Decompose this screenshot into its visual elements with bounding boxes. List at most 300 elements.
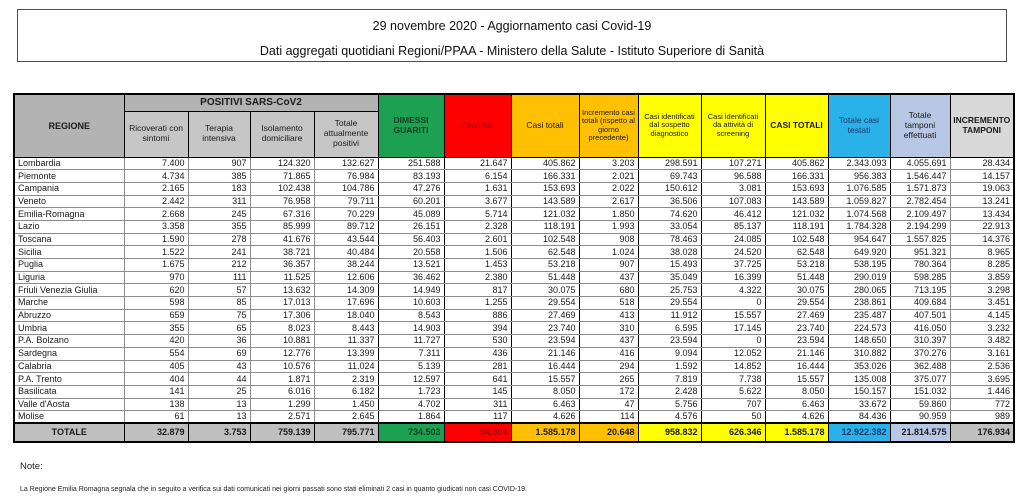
note-title: Note: (20, 461, 43, 472)
cell-casi-totali: 405.862 (511, 157, 579, 170)
cell-dimessi-guariti: 60.201 (378, 195, 444, 208)
cell-ricoverati-con-sintomi: 659 (124, 309, 188, 322)
cell-casi-totali-2: 27.469 (765, 309, 828, 322)
region-name: Marche (14, 297, 124, 310)
col-header-ricoverati-con-sintomi: Ricoverati con sintomi (124, 111, 188, 157)
cell-deceduti: 2.601 (444, 233, 511, 246)
cell-deceduti: 54.904 (444, 423, 511, 442)
cell-incremento-tamponi: 22.913 (950, 220, 1014, 233)
cell-totale-attualmente-positivi: 89.712 (314, 220, 378, 233)
cell-dimessi-guariti: 13.521 (378, 259, 444, 272)
cell-incremento-casi-totali: 2.022 (579, 182, 638, 195)
table-row (14, 271, 1014, 284)
cell-casi-sospetto-diagnostico: 29.554 (638, 297, 701, 310)
cell-casi-totali-2: 118.191 (765, 220, 828, 233)
region-name: Molise (14, 411, 124, 424)
cell-casi-screening: 107.083 (701, 195, 765, 208)
cell-incremento-tamponi: 14.376 (950, 233, 1014, 246)
cell-deceduti: 641 (444, 373, 511, 386)
cell-deceduti: 886 (444, 309, 511, 322)
cell-totale-casi-testati: 235.487 (828, 309, 890, 322)
cell-casi-screening: 7.738 (701, 373, 765, 386)
cell-casi-sospetto-diagnostico: 7.819 (638, 373, 701, 386)
col-header-totale-tamponi: Totale tamponi effettuati (890, 94, 950, 157)
cell-dimessi-guariti: 10.603 (378, 297, 444, 310)
cell-casi-screening: 3.081 (701, 182, 765, 195)
cell-totale-tamponi: 598.285 (890, 271, 950, 284)
cell-totale-attualmente-positivi: 79.711 (314, 195, 378, 208)
cell-totale-tamponi: 21.814.575 (890, 423, 950, 442)
cell-incremento-casi-totali: 2.617 (579, 195, 638, 208)
cell-isolamento-domiciliare: 17.013 (250, 297, 314, 310)
region-name: Sardegna (14, 347, 124, 360)
table-row (14, 335, 1014, 348)
cell-dimessi-guariti: 56.403 (378, 233, 444, 246)
cell-incremento-tamponi: 8.285 (950, 259, 1014, 272)
cell-totale-casi-testati: 353.026 (828, 360, 890, 373)
cell-totale-attualmente-positivi: 1.450 (314, 398, 378, 411)
table-row (14, 220, 1014, 233)
cell-dimessi-guariti: 5.139 (378, 360, 444, 373)
table-row (14, 309, 1014, 322)
notes-section (20, 461, 1010, 493)
cell-totale-attualmente-positivi: 18.040 (314, 309, 378, 322)
table-header (14, 94, 1014, 157)
cell-casi-screening: 707 (701, 398, 765, 411)
cell-dimessi-guariti: 14.903 (378, 322, 444, 335)
cell-deceduti: 1.453 (444, 259, 511, 272)
cell-isolamento-domiciliare: 759.139 (250, 423, 314, 442)
cell-totale-attualmente-positivi: 2.319 (314, 373, 378, 386)
cell-totale-tamponi: 1.557.825 (890, 233, 950, 246)
cell-totale-attualmente-positivi: 12.606 (314, 271, 378, 284)
cell-ricoverati-con-sintomi: 970 (124, 271, 188, 284)
cell-dimessi-guariti: 36.462 (378, 271, 444, 284)
cell-ricoverati-con-sintomi: 1.522 (124, 246, 188, 259)
col-group-positivi-sars-cov2: POSITIVI SARS-CoV2 (124, 94, 378, 111)
cell-casi-screening: 50 (701, 411, 765, 424)
cell-casi-screening: 24.520 (701, 246, 765, 259)
cell-incremento-tamponi: 28.434 (950, 157, 1014, 170)
table-row (14, 284, 1014, 297)
cell-deceduti: 1.631 (444, 182, 511, 195)
cell-casi-sospetto-diagnostico: 6.595 (638, 322, 701, 335)
total-label: TOTALE (14, 423, 124, 442)
cell-totale-tamponi: 2.109.497 (890, 208, 950, 221)
cell-totale-tamponi: 416.050 (890, 322, 950, 335)
cell-casi-totali: 23.740 (511, 322, 579, 335)
cell-casi-screening: 0 (701, 297, 765, 310)
cell-totale-tamponi: 2.194.299 (890, 220, 950, 233)
cell-casi-sospetto-diagnostico: 33.054 (638, 220, 701, 233)
cell-dimessi-guariti: 1.723 (378, 385, 444, 398)
cell-casi-screening: 16.399 (701, 271, 765, 284)
cell-ricoverati-con-sintomi: 2.668 (124, 208, 188, 221)
cell-dimessi-guariti: 47.276 (378, 182, 444, 195)
cell-terapia-intensiva: 212 (188, 259, 250, 272)
cell-totale-tamponi: 713.195 (890, 284, 950, 297)
col-header-deceduti: Deceduti (444, 94, 511, 157)
cell-dimessi-guariti: 4.702 (378, 398, 444, 411)
cell-incremento-tamponi: 772 (950, 398, 1014, 411)
cell-totale-casi-testati: 1.074.568 (828, 208, 890, 221)
cell-totale-tamponi: 407.501 (890, 309, 950, 322)
cell-incremento-casi-totali: 3.203 (579, 157, 638, 170)
col-header-totale-attualmente-positivi: Totale attualmente positivi (314, 111, 378, 157)
cell-incremento-tamponi: 13.241 (950, 195, 1014, 208)
cell-incremento-tamponi: 8.965 (950, 246, 1014, 259)
cell-casi-screening: 96.588 (701, 170, 765, 183)
cell-deceduti: 5.714 (444, 208, 511, 221)
cell-totale-tamponi: 1.546.447 (890, 170, 950, 183)
report-title-date: 29 novembre 2020 - Aggiornamento casi Covid-19 (372, 19, 652, 33)
cell-casi-screening: 4.322 (701, 284, 765, 297)
cell-dimessi-guariti: 251.588 (378, 157, 444, 170)
cell-isolamento-domiciliare: 71.865 (250, 170, 314, 183)
cell-totale-attualmente-positivi: 2.645 (314, 411, 378, 424)
cell-deceduti: 817 (444, 284, 511, 297)
cell-incremento-casi-totali: 908 (579, 233, 638, 246)
cell-ricoverati-con-sintomi: 1.675 (124, 259, 188, 272)
region-name: Valle d'Aosta (14, 398, 124, 411)
cell-casi-totali: 51.448 (511, 271, 579, 284)
cell-totale-attualmente-positivi: 132.627 (314, 157, 378, 170)
cell-deceduti: 1.255 (444, 297, 511, 310)
cell-incremento-tamponi: 176.934 (950, 423, 1014, 442)
cell-totale-casi-testati: 310.882 (828, 347, 890, 360)
region-name: Piemonte (14, 170, 124, 183)
table-row (14, 322, 1014, 335)
cell-deceduti: 3.677 (444, 195, 511, 208)
table-body (14, 157, 1014, 442)
cell-incremento-tamponi: 19.063 (950, 182, 1014, 195)
cell-isolamento-domiciliare: 10.576 (250, 360, 314, 373)
cell-isolamento-domiciliare: 124.320 (250, 157, 314, 170)
cell-casi-sospetto-diagnostico: 9.094 (638, 347, 701, 360)
cell-incremento-tamponi: 4.145 (950, 309, 1014, 322)
cell-totale-casi-testati: 2.343.093 (828, 157, 890, 170)
region-name: Emilia-Romagna (14, 208, 124, 221)
cell-totale-casi-testati: 956.383 (828, 170, 890, 183)
cell-totale-casi-testati: 135.008 (828, 373, 890, 386)
table-row (14, 360, 1014, 373)
cell-casi-totali: 6.463 (511, 398, 579, 411)
region-name: Veneto (14, 195, 124, 208)
cell-incremento-casi-totali: 2.021 (579, 170, 638, 183)
cell-casi-screening: 17.145 (701, 322, 765, 335)
cell-isolamento-domiciliare: 1.871 (250, 373, 314, 386)
cell-casi-sospetto-diagnostico: 5.756 (638, 398, 701, 411)
table-row (14, 157, 1014, 170)
cell-deceduti: 2.380 (444, 271, 511, 284)
cell-terapia-intensiva: 355 (188, 220, 250, 233)
cell-isolamento-domiciliare: 2.571 (250, 411, 314, 424)
cell-totale-attualmente-positivi: 11.337 (314, 335, 378, 348)
cell-incremento-casi-totali: 1.024 (579, 246, 638, 259)
cell-terapia-intensiva: 241 (188, 246, 250, 259)
table-row (14, 411, 1014, 424)
col-header-casi-sospetto-diagnostico: Casi identificati dal sospetto diagnostico (638, 94, 701, 157)
cell-totale-tamponi: 310.397 (890, 335, 950, 348)
cell-totale-casi-testati: 1.784.328 (828, 220, 890, 233)
cell-dimessi-guariti: 26.151 (378, 220, 444, 233)
cell-ricoverati-con-sintomi: 2.165 (124, 182, 188, 195)
cell-isolamento-domiciliare: 38.721 (250, 246, 314, 259)
cell-totale-tamponi: 780.364 (890, 259, 950, 272)
cell-incremento-casi-totali: 437 (579, 271, 638, 284)
region-name: Liguria (14, 271, 124, 284)
cell-totale-casi-testati: 1.076.585 (828, 182, 890, 195)
col-header-terapia-intensiva: Terapia intensiva (188, 111, 250, 157)
report-header-box (17, 9, 1007, 62)
cell-totale-attualmente-positivi: 11.024 (314, 360, 378, 373)
cell-ricoverati-con-sintomi: 3.358 (124, 220, 188, 233)
cell-casi-totali-2: 8.050 (765, 385, 828, 398)
cell-incremento-tamponi: 3.482 (950, 335, 1014, 348)
cell-casi-screening: 37.725 (701, 259, 765, 272)
cell-incremento-casi-totali: 265 (579, 373, 638, 386)
cell-incremento-tamponi: 3.695 (950, 373, 1014, 386)
cell-casi-sospetto-diagnostico: 36.506 (638, 195, 701, 208)
cell-totale-casi-testati: 538.195 (828, 259, 890, 272)
cell-incremento-casi-totali: 1.993 (579, 220, 638, 233)
cell-totale-attualmente-positivi: 104.786 (314, 182, 378, 195)
cell-totale-tamponi: 951.321 (890, 246, 950, 259)
cell-casi-totali-2: 405.862 (765, 157, 828, 170)
cell-deceduti: 311 (444, 398, 511, 411)
cell-ricoverati-con-sintomi: 4.734 (124, 170, 188, 183)
cell-casi-screening: 14.852 (701, 360, 765, 373)
cell-totale-casi-testati: 954.647 (828, 233, 890, 246)
cell-totale-tamponi: 59.860 (890, 398, 950, 411)
cell-totale-tamponi: 4.055.691 (890, 157, 950, 170)
cell-casi-sospetto-diagnostico: 74.620 (638, 208, 701, 221)
cell-casi-sospetto-diagnostico: 23.594 (638, 335, 701, 348)
cell-totale-tamponi: 90.959 (890, 411, 950, 424)
cell-casi-totali-2: 30.075 (765, 284, 828, 297)
cell-ricoverati-con-sintomi: 32.879 (124, 423, 188, 442)
header-row-group (14, 94, 1014, 111)
cell-totale-casi-testati: 1.059.827 (828, 195, 890, 208)
cell-casi-sospetto-diagnostico: 1.592 (638, 360, 701, 373)
cell-isolamento-domiciliare: 10.881 (250, 335, 314, 348)
region-name: Basilicata (14, 385, 124, 398)
cell-casi-sospetto-diagnostico: 69.743 (638, 170, 701, 183)
cell-totale-attualmente-positivi: 43.544 (314, 233, 378, 246)
table-total-row (14, 423, 1014, 442)
cell-casi-screening: 0 (701, 335, 765, 348)
cell-casi-totali: 23.594 (511, 335, 579, 348)
col-header-casi-totali: Casi totali (511, 94, 579, 157)
cell-totale-casi-testati: 148.650 (828, 335, 890, 348)
cell-casi-screening: 626.346 (701, 423, 765, 442)
cell-totale-casi-testati: 238.861 (828, 297, 890, 310)
cell-totale-attualmente-positivi: 6.182 (314, 385, 378, 398)
cell-incremento-casi-totali: 310 (579, 322, 638, 335)
cell-ricoverati-con-sintomi: 141 (124, 385, 188, 398)
cell-isolamento-domiciliare: 8.023 (250, 322, 314, 335)
table-row (14, 233, 1014, 246)
cell-incremento-tamponi: 989 (950, 411, 1014, 424)
region-name: Toscana (14, 233, 124, 246)
cell-incremento-casi-totali: 1.850 (579, 208, 638, 221)
cell-incremento-tamponi: 13.434 (950, 208, 1014, 221)
table-row (14, 195, 1014, 208)
cell-ricoverati-con-sintomi: 598 (124, 297, 188, 310)
cell-casi-sospetto-diagnostico: 4.576 (638, 411, 701, 424)
cell-casi-sospetto-diagnostico: 2.428 (638, 385, 701, 398)
cell-isolamento-domiciliare: 67.316 (250, 208, 314, 221)
cell-incremento-casi-totali: 680 (579, 284, 638, 297)
cell-totale-attualmente-positivi: 76.984 (314, 170, 378, 183)
table-row (14, 246, 1014, 259)
cell-incremento-tamponi: 2.536 (950, 360, 1014, 373)
cell-casi-totali: 21.146 (511, 347, 579, 360)
cell-deceduti: 1.506 (444, 246, 511, 259)
cell-ricoverati-con-sintomi: 620 (124, 284, 188, 297)
cell-isolamento-domiciliare: 13.632 (250, 284, 314, 297)
cell-terapia-intensiva: 183 (188, 182, 250, 195)
cell-casi-totali: 102.548 (511, 233, 579, 246)
cell-casi-screening: 85.137 (701, 220, 765, 233)
cell-terapia-intensiva: 36 (188, 335, 250, 348)
cell-incremento-tamponi: 14.157 (950, 170, 1014, 183)
cell-dimessi-guariti: 1.864 (378, 411, 444, 424)
cell-casi-totali-2: 121.032 (765, 208, 828, 221)
cell-terapia-intensiva: 69 (188, 347, 250, 360)
cell-ricoverati-con-sintomi: 1.590 (124, 233, 188, 246)
cell-terapia-intensiva: 65 (188, 322, 250, 335)
cell-terapia-intensiva: 85 (188, 297, 250, 310)
table-row (14, 170, 1014, 183)
cell-casi-screening: 15.557 (701, 309, 765, 322)
cell-terapia-intensiva: 13 (188, 411, 250, 424)
col-header-regione: REGIONE (14, 94, 124, 157)
cell-terapia-intensiva: 13 (188, 398, 250, 411)
region-name: P.A. Bolzano (14, 335, 124, 348)
col-header-incremento-casi-totali: Incremento casi totali (rispetto al giorno precedente) (579, 94, 638, 157)
cell-casi-totali: 1.585.178 (511, 423, 579, 442)
cell-incremento-tamponi: 1.446 (950, 385, 1014, 398)
table-row (14, 347, 1014, 360)
cell-terapia-intensiva: 57 (188, 284, 250, 297)
cell-incremento-casi-totali: 907 (579, 259, 638, 272)
cell-incremento-tamponi: 3.859 (950, 271, 1014, 284)
cell-totale-attualmente-positivi: 14.309 (314, 284, 378, 297)
cell-totale-casi-testati: 150.157 (828, 385, 890, 398)
cell-incremento-casi-totali: 413 (579, 309, 638, 322)
cell-terapia-intensiva: 385 (188, 170, 250, 183)
cell-casi-totali: 27.469 (511, 309, 579, 322)
cell-terapia-intensiva: 44 (188, 373, 250, 386)
cell-casi-sospetto-diagnostico: 298.591 (638, 157, 701, 170)
cell-incremento-tamponi: 3.451 (950, 297, 1014, 310)
table-row (14, 297, 1014, 310)
cell-ricoverati-con-sintomi: 2.442 (124, 195, 188, 208)
cell-deceduti: 145 (444, 385, 511, 398)
cell-casi-screening: 5.622 (701, 385, 765, 398)
cell-deceduti: 530 (444, 335, 511, 348)
cell-incremento-casi-totali: 114 (579, 411, 638, 424)
cell-casi-totali: 121.032 (511, 208, 579, 221)
cell-totale-attualmente-positivi: 8.443 (314, 322, 378, 335)
cell-casi-totali-2: 21.146 (765, 347, 828, 360)
report-title-source: Dati aggregati quotidiani Regioni/PPAA - Ministero della Salute - Istituto Superiore di Sanità (259, 44, 765, 58)
cell-terapia-intensiva: 907 (188, 157, 250, 170)
cell-casi-sospetto-diagnostico: 78.463 (638, 233, 701, 246)
cell-deceduti: 117 (444, 411, 511, 424)
col-header-casi-screening: Casi identificati da attività di screening (701, 94, 765, 157)
cell-ricoverati-con-sintomi: 138 (124, 398, 188, 411)
cell-ricoverati-con-sintomi: 405 (124, 360, 188, 373)
cell-deceduti: 6.154 (444, 170, 511, 183)
region-name: Sicilia (14, 246, 124, 259)
region-name: Campania (14, 182, 124, 195)
cell-casi-totali-2: 53.218 (765, 259, 828, 272)
cell-ricoverati-con-sintomi: 404 (124, 373, 188, 386)
cell-deceduti: 394 (444, 322, 511, 335)
cell-incremento-casi-totali: 437 (579, 335, 638, 348)
cell-casi-screening: 46.412 (701, 208, 765, 221)
cell-casi-totali-2: 23.594 (765, 335, 828, 348)
cell-casi-totali-2: 29.554 (765, 297, 828, 310)
table-row (14, 182, 1014, 195)
cell-casi-totali: 4.626 (511, 411, 579, 424)
cell-dimessi-guariti: 8.543 (378, 309, 444, 322)
cell-casi-totali-2: 1.585.178 (765, 423, 828, 442)
cell-dimessi-guariti: 734.503 (378, 423, 444, 442)
cell-totale-tamponi: 151.032 (890, 385, 950, 398)
cell-totale-tamponi: 2.782.454 (890, 195, 950, 208)
col-header-dimessi-guariti: DIMESSI GUARITI (378, 94, 444, 157)
cell-isolamento-domiciliare: 17.306 (250, 309, 314, 322)
cell-totale-tamponi: 362.488 (890, 360, 950, 373)
cell-deceduti: 2.328 (444, 220, 511, 233)
cell-deceduti: 21.647 (444, 157, 511, 170)
cell-terapia-intensiva: 43 (188, 360, 250, 373)
region-name: Abruzzo (14, 309, 124, 322)
cell-totale-casi-testati: 33.672 (828, 398, 890, 411)
cell-casi-totali: 143.589 (511, 195, 579, 208)
cell-casi-totali-2: 62.548 (765, 246, 828, 259)
cell-terapia-intensiva: 311 (188, 195, 250, 208)
region-name: P.A. Trento (14, 373, 124, 386)
cell-isolamento-domiciliare: 6.016 (250, 385, 314, 398)
col-header-totale-casi-testati: Totale casi testati (828, 94, 890, 157)
cell-incremento-casi-totali: 20.648 (579, 423, 638, 442)
cell-casi-totali-2: 143.589 (765, 195, 828, 208)
cell-casi-sospetto-diagnostico: 35.049 (638, 271, 701, 284)
cell-totale-attualmente-positivi: 38.244 (314, 259, 378, 272)
cell-incremento-casi-totali: 172 (579, 385, 638, 398)
cell-ricoverati-con-sintomi: 420 (124, 335, 188, 348)
cell-casi-screening: 107.271 (701, 157, 765, 170)
cell-terapia-intensiva: 25 (188, 385, 250, 398)
cell-ricoverati-con-sintomi: 7.400 (124, 157, 188, 170)
region-name: Friuli Venezia Giulia (14, 284, 124, 297)
cell-dimessi-guariti: 11.727 (378, 335, 444, 348)
cell-casi-totali: 29.554 (511, 297, 579, 310)
cell-casi-totali: 118.191 (511, 220, 579, 233)
cell-incremento-casi-totali: 518 (579, 297, 638, 310)
cell-dimessi-guariti: 20.558 (378, 246, 444, 259)
cell-dimessi-guariti: 83.193 (378, 170, 444, 183)
cell-totale-attualmente-positivi: 795.771 (314, 423, 378, 442)
cell-casi-totali-2: 153.693 (765, 182, 828, 195)
cell-terapia-intensiva: 111 (188, 271, 250, 284)
region-name: Puglia (14, 259, 124, 272)
cell-casi-totali-2: 23.740 (765, 322, 828, 335)
